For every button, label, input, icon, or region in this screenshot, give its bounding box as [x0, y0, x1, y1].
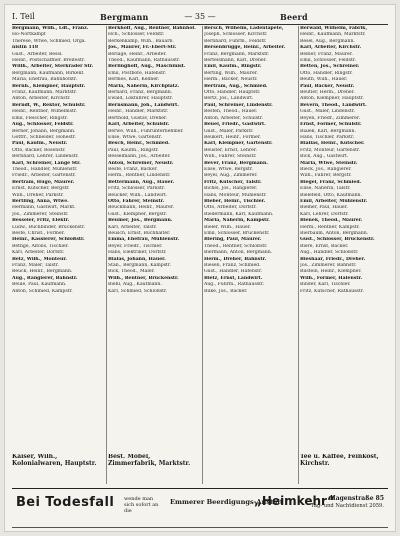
directory-entry: Bilke, Jos., Bäcker.	[204, 288, 248, 294]
page-number: — 35 —	[184, 12, 216, 21]
directory-entry: Maria, Ehefrau, Bahnhofstr.	[12, 77, 78, 83]
directory-entry: Franz, Bergmann, Marktstr.	[204, 51, 270, 57]
directory-entry: Emil, Arbeiter, Mühlenstr.	[300, 198, 368, 204]
directory-entry: Anton, Schmied, Kampstr.	[12, 288, 73, 294]
directory-entry: Besel, Aug., Bergmann.	[300, 38, 355, 44]
directory-entry: Gust., Händler, Hafenstr.	[204, 269, 263, 275]
advert-brand: „Heimkehr“	[254, 494, 335, 508]
directory-column-3	[204, 26, 296, 484]
directory-entry: Karl, Klempner, Gartenstr.	[204, 141, 273, 147]
directory-entry: Bienek, Theod., Maurer.	[300, 218, 363, 224]
directory-entry: Beuster, Ernst, Lehrer.	[204, 147, 258, 153]
directory-entry: Fritz, Kutscher, Rathausstr.	[300, 288, 364, 294]
directory-entry: Biehl, Aug., Kaufmann.	[108, 282, 162, 288]
advert-box	[108, 454, 192, 484]
directory-entry: Emil, Schlosser, Brückenstr.	[204, 231, 270, 236]
directory-entry: Gust., Maler, Parkstr.	[204, 128, 254, 134]
directory-entry: Aug., Fuhrm., Rathausstr.	[204, 282, 265, 288]
directory-entry: Bielefeld, Otto, Kaufmann.	[300, 192, 362, 198]
directory-entry: Biermann, Anton, Bergmann.	[204, 250, 273, 256]
directory-entry: Jos., Zimmerer, Bahnstr.	[300, 263, 357, 269]
directory-entry: Anton, Klempner, Hauptstr.	[300, 96, 364, 102]
column-heading-left: Bergmann	[100, 12, 149, 22]
directory-entry: Biere, Ernst, Bäcker.	[300, 243, 349, 249]
directory-entry: Bever, Franz, Bergmann.	[204, 160, 268, 166]
directory-entry: Otto, Arbeiter, Dorfstr.	[204, 205, 257, 211]
advert-address: Hagenstraße 85	[330, 495, 384, 502]
directory-entry: Ludw., Buchbinder, Brückenstr.	[12, 224, 86, 230]
directory-entry: Beutler, Herm., Dreher.	[300, 90, 355, 96]
advert-text: Tee u. Kaffee, Feinkost, Kirchstr.	[300, 454, 379, 467]
directory-entry: Herm., Rentner, Kampstr.	[300, 224, 360, 230]
directory-entry: Anton, Schreiner, Neustr.	[108, 160, 174, 166]
directory-entry: Anton, Arbeiter, Schulstr.	[204, 115, 264, 121]
directory-column-1	[12, 26, 104, 484]
directory-entry: Herm., Rentner, Lindenstr.	[108, 173, 171, 179]
directory-entry: Friedr., Arbeiter, Gartenstr.	[12, 173, 76, 179]
directory-entry: Beukert, Heinr., Former.	[204, 134, 261, 140]
directory-entry: Ernst, Former, Schulstr.	[300, 122, 362, 128]
directory-entry: Betz, Wilh., Monteur.	[12, 256, 67, 262]
directory-entry: Bertram, Hugo, Maurer.	[12, 179, 75, 185]
directory-entry: nistin 118	[12, 45, 39, 51]
directory-entry: Gottfr., Schneider, Hohestr.	[12, 134, 76, 140]
directory-entry: Beuth, Wilh., Hauer.	[300, 77, 348, 83]
directory-entry: Berwe, Wilh., Fuhrunternehmer.	[108, 128, 184, 134]
advert-box	[12, 454, 100, 484]
directory-entry: Karl, Arbeiter, Kirchstr.	[300, 45, 362, 51]
directory-entry: Maria, Näherin, Kirchplatz.	[108, 83, 180, 89]
directory-entry: Karl, Arbeiter, Talstr.	[108, 224, 157, 230]
directory-entry: Bernard, Franz, Bergmann.	[108, 90, 173, 96]
column-divider	[106, 26, 107, 484]
directory-entry: Bieler, Wilh., Hauer.	[204, 224, 251, 230]
advert-company: Emmerer Beerdigungs-Anstalt	[170, 498, 283, 506]
directory-entry: Theod., Rentner, Schloßstr.	[204, 243, 268, 249]
directory-entry: Beuckmann, Heinr., Maurer.	[108, 205, 175, 211]
directory-entry: Beucker, Wilh., Landwirt.	[108, 192, 168, 198]
directory-entry: Paul, Kaufm., Ringstr.	[108, 147, 159, 153]
directory-entry: Willh., Arbeiter, Sterkrader Str.	[12, 64, 94, 70]
directory-entry: Karl, Arbeiter, Dorfstr.	[12, 250, 65, 256]
directory-entry: Wilh., Dreher, Parkstr.	[12, 192, 64, 198]
directory-entry: Wilh., Fahrer, Steinstr.	[204, 154, 257, 160]
directory-entry: Beuck, Heinr., Bergmann.	[12, 269, 73, 275]
directory-entry: Fritz, Monteur, Gartenstr.	[300, 147, 361, 153]
directory-entry: Otto, Fahrer, Steinstr.	[108, 198, 165, 204]
directory-entry: Besselmann, Jos., Arbeiter.	[108, 154, 171, 160]
directory-entry: Herm., Dreher, Bahnstr.	[204, 256, 267, 262]
directory-entry: Heinr., Kassierer, Schloßstr.	[12, 237, 85, 243]
directory-entry: Ernst, Kutscher, Bergstr.	[12, 186, 70, 192]
directory-entry: Bettermann, Aug., Hauer.	[108, 179, 175, 185]
advert-text: Kaiser, Wilh., Kolonialwaren, Hauptstr.	[12, 454, 97, 467]
directory-entry: Therese, Wtwe, Schmied, Orga.	[12, 38, 86, 44]
directory-entry: Franz, Maler, Talstr.	[12, 263, 59, 269]
directory-entry: Paul, Schreiner, Lindenstr.	[204, 102, 273, 108]
part-label: I. Teil	[12, 12, 35, 21]
directory-entry: Bilstein, Heinr., Klempner.	[300, 269, 362, 275]
directory-entry: Fritz, Kutscher, Talstr.	[204, 179, 262, 185]
directory-entry: Bernsmann, Joh., Landwirt.	[108, 102, 179, 108]
directory-entry: Besch, Heinr., Schmied.	[108, 141, 170, 147]
directory-entry: Hans, Elektriker, Dorfstr.	[108, 250, 167, 256]
directory-entry: Karl, Schmied, Schloßstr.	[108, 288, 168, 294]
directory-entry: Bertz, Jos., Landwirt.	[204, 96, 254, 102]
directory-entry: Heinr., Rentner, Wilhelmstr.	[12, 109, 77, 115]
directory-entry: Wilh., Former, Hafenstr.	[300, 275, 363, 281]
directory-entry: Franz, Kaufmann, Marktstr.	[12, 90, 77, 96]
directory-entry: Berthold, Gustav, Dreher.	[108, 115, 168, 121]
directory-entry: Ho-Nortkampf	[12, 32, 46, 38]
directory-entry: Biedermann, Karl, Kaufmann.	[204, 211, 274, 217]
column-divider	[298, 26, 299, 484]
directory-entry: Elise, Wtwe, Bergstr.	[204, 166, 254, 172]
directory-entry: Ewald, Lokführer, Hauptstr.	[108, 96, 173, 102]
directory-entry: Biemer, Paul, Hauer.	[300, 205, 348, 211]
directory-entry: Gust., Klempner, Bergstr.	[108, 211, 168, 217]
directory-entry: Bertram, Aug., Schmied.	[204, 83, 268, 89]
directory-entry: Berndt, W., Rektor, Schulstr.	[12, 102, 86, 108]
directory-entry: Beusch, Ernst, Buchhalter.	[108, 231, 171, 236]
directory-entry: Hans, Tischler, Parkstr.	[300, 134, 355, 140]
directory-entry: Gust., Arbeiter, Bessl.	[12, 51, 63, 57]
directory-entry: Anton, Arbeiter, Kirchstr.	[12, 96, 71, 102]
directory-column-2	[108, 26, 200, 484]
directory-entry: Hch., Schlosser, Feldstr.	[108, 32, 165, 38]
directory-entry: Bierbaum, Anton, Bergmann.	[300, 231, 369, 236]
directory-entry: Fritz, Schlosser, Parkstr.	[108, 186, 165, 192]
advert-subtext: wende man sich sofort an die	[124, 496, 159, 514]
directory-entry: Berkenkamp, Wilh., Bauarb.	[108, 38, 174, 44]
directory-entry: Bieck, Jos., Rangierer.	[300, 166, 352, 172]
directory-entry: Bersenbrügge, Heinr., Arbeiter.	[204, 45, 286, 51]
directory-entry: Binder, Karl, Tischler.	[300, 282, 351, 288]
directory-entry: Beuel, Friedr., Gastwirt.	[204, 122, 266, 128]
directory-entry: Heinr., Postschaffner. Breitestr.	[12, 58, 85, 64]
directory-entry: Jos., Maurer, Fr.-Ebert-Str.	[108, 45, 177, 51]
directory-entry: Biegel, Franz, Schmied.	[300, 179, 362, 185]
directory-entry: Bieber, Heinr., Tischler.	[204, 198, 266, 204]
directory-entry: Bethge, Alfons, Tischler.	[12, 243, 69, 249]
directory-entry: Beyen, Friedr., Zimmerer.	[300, 115, 361, 121]
directory-entry: Bertling, Anna, Wtwe.	[12, 198, 69, 204]
directory-entry: Joseph, Schlosser, Kirchstr.	[204, 32, 268, 38]
directory-entry: Biallas, Heinr., Kutscher.	[300, 141, 365, 147]
directory-entry: Wilh., Fahrer, Bergstr.	[300, 173, 352, 179]
directory-entry: Bersch, Wilhelm, Ladentapete,	[204, 26, 284, 31]
directory-entry: Elise, Wtwe, Gartenstr.	[108, 134, 162, 140]
directory-entry: Betten, Jos., Schreiner.	[300, 64, 360, 70]
page-header	[12, 10, 388, 25]
directory-entry: Bichel, Jos., Rangierer.	[204, 186, 258, 192]
directory-entry: Otto, Händler, Ringstr.	[300, 70, 353, 76]
directory-entry: Gust., Schlosser, Brückenstr.	[300, 237, 375, 243]
directory-entry: Bermes, Karl, Kellner.	[108, 77, 160, 83]
directory-entry: Bieshaar, Friedr., Dreher.	[300, 256, 366, 262]
directory-entry: Beumer, Jos., Bergmann.	[108, 218, 173, 224]
directory-entry: Berlinghoff, Aug., Maschinist.	[108, 64, 186, 70]
directory-entry: Emil, Fleischer, Ringstr.	[12, 115, 68, 121]
directory-entry: Besseler, Fritz, Elektr.	[12, 218, 70, 224]
directory-entry: Bernh., Klempner, Hauptstr.	[12, 83, 86, 89]
directory-entry: Bick, Theod., Maler.	[108, 269, 155, 275]
directory-entry: Bialas, Johann, Hauer.	[108, 256, 166, 262]
directory-entry: Bergmann, Wilh., Ldt., Franz.	[12, 26, 89, 31]
advert-text: Best. Möbel, Zimmerfabrik, Marktstr.	[108, 454, 191, 467]
directory-entry: Hermann, Gastwirt, Markt.	[12, 205, 76, 211]
directory-entry: Aug., Schlosser, Feldstr.	[12, 122, 74, 128]
advert-phone: Tag- und Nachtdienst 2059.	[310, 503, 384, 509]
directory-entry: Emma, Ehefrau, Mühlenstr.	[108, 237, 180, 243]
directory-entry: Beßler, Franz, Maurer.	[300, 51, 353, 57]
directory-entry: Theod., Kaufmann, Rathausstr.	[108, 58, 181, 64]
directory-entry: Biesen, Franz, Schmied.	[204, 263, 261, 269]
advert-box	[300, 454, 386, 484]
directory-entry: Bernhard, Lehrer, Lindenstr.	[12, 154, 79, 160]
column-divider	[202, 26, 203, 484]
directory-entry: Beste, Christ., Former.	[12, 231, 65, 236]
directory-entry: Bialek, Karl, Bergmann.	[300, 128, 356, 134]
directory-entry: Karl, Schreiner, Lange Str.	[12, 160, 81, 166]
directory-entry: Paul, Bäcker, Neustr.	[300, 83, 355, 89]
directory-columns	[12, 26, 388, 484]
funeral-advert-banner	[12, 488, 388, 528]
directory-entry: Bernhard, Fuhrm., Feldstr.	[204, 38, 267, 44]
directory-entry: Gust., Maler, Lindenstr.	[300, 109, 355, 115]
directory-entry: Berner, Johann, Bergmann.	[12, 128, 76, 134]
directory-entry: Beyel, Aug., Zimmerer.	[204, 173, 258, 179]
directory-entry: Beste, Franz, Bäcker.	[108, 166, 158, 172]
directory-entry: Stan., Bergmann, Kampstr.	[108, 263, 172, 269]
directory-entry: Berlage, Heinr., Arbeiter.	[108, 51, 167, 57]
directory-entry: Beule, Paul, Kaufmann.	[12, 282, 67, 288]
directory-entry: Jos., Zimmerer, Steinstr.	[12, 211, 69, 217]
directory-entry: Berwald, Wilhelm, Fabrik,	[300, 26, 368, 31]
directory-entry: Emil, Schlosser, Feldstr.	[300, 58, 356, 64]
advert-contact	[284, 495, 384, 510]
directory-entry: Bick, Aug., Gastwirt.	[300, 154, 349, 160]
directory-entry: Maria, Näherin, Kampstr.	[204, 218, 270, 224]
directory-entry: Bevern, Theod., Landwirt.	[300, 102, 367, 108]
directory-entry: Bergmann, Kaufmann, Birkenf.	[12, 70, 85, 76]
directory-entry: Maria, Wtwe, Steinstr.	[300, 160, 358, 166]
directory-entry: Aug., Rangierer, Bahnstr.	[12, 275, 78, 281]
directory-entry: Biering, Paul, Maurer.	[204, 237, 262, 243]
directory-entry: Wilh., Rentner, Brückenstr.	[108, 275, 179, 281]
directory-entry: Emil, Postbote, Hafenstr.	[108, 70, 167, 76]
directory-entry: Otto, Bäcker, Rosenstr.	[12, 147, 66, 153]
directory-entry: Karl, Lehrer, Dorfstr.	[300, 211, 349, 217]
directory-entry: Emil, Kaufm., Ringstr.	[204, 64, 262, 70]
directory-entry: Herm., Bäcker, Neustr.	[204, 77, 258, 83]
directory-entry: Hans, Monteur, Mühlenstr.	[204, 192, 267, 198]
directory-entry: Paul, Kaufm., Neustr.	[12, 141, 68, 147]
directory-entry: Karl, Arbeiter, Schulstr.	[108, 122, 170, 128]
column-heading-right: Beerd	[280, 12, 308, 22]
directory-entry: Otto, Händler, Hauptstr.	[204, 90, 261, 96]
directory-entry: Bertelsmann, Karl, Dreher.	[204, 58, 267, 64]
directory-entry: Berkhoff, Aug., Rentner, Bahnhof.	[108, 26, 196, 31]
directory-entry: Bietz, Ernst, Landwirt.	[204, 275, 263, 281]
directory-entry: Besten, Theod., Hauer.	[204, 109, 258, 115]
directory-entry: Berting, Wilh., Maurer.	[204, 70, 258, 76]
advert-headline: Bei Todesfall	[16, 495, 115, 510]
directory-page	[4, 4, 396, 532]
directory-column-4	[300, 26, 392, 484]
directory-entry: Elise, Näherin, Talstr.	[300, 186, 351, 192]
directory-entry: Heinr., Händler, Marktstr.	[108, 109, 169, 115]
directory-entry: Heinr., Kaufmann, Marktstr.	[300, 32, 366, 38]
directory-entry: Aug., Händler, Schloßstr.	[300, 250, 359, 256]
directory-entry: Theod., Händler, Mühlenstr.	[12, 166, 78, 172]
directory-entry: Beyer, Friedr., Tischler.	[108, 243, 163, 249]
